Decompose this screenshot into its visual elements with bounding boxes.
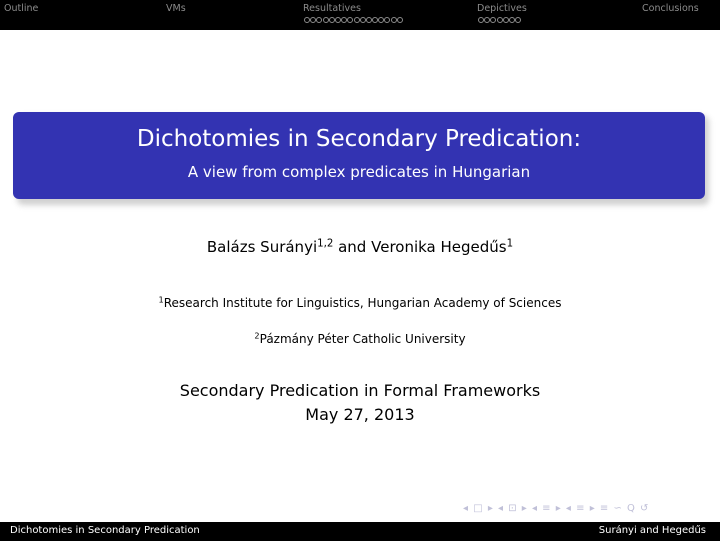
nav-section-resultatives[interactable]: Resultatives [303,3,361,14]
nav-slide-dot[interactable] [478,17,484,23]
affiliation-1-mark: 1 [158,294,164,305]
nav-slide-dot[interactable] [329,17,335,23]
beamer-navigation-symbols[interactable]: ◂ □ ▸ ◂ ⊡ ▸ ◂ ≡ ▸ ◂ ≡ ▸ ≡ ∽ ⁠Q ⁠⁠↺ [463,503,650,514]
nav-slide-dot[interactable] [316,17,322,23]
nav-slide-dot[interactable] [397,17,403,23]
affiliation-2-text: Pázmány Péter Catholic University [259,332,466,346]
nav-slide-dot[interactable] [335,17,341,23]
author-1: Balázs Surányi [206,238,318,256]
footer-title: Dichotomies in Secondary Predication [10,525,200,536]
nav-slide-dot[interactable] [378,17,384,23]
nav-slide-dot[interactable] [384,17,390,23]
nav-slide-dot[interactable] [354,17,360,23]
footer-bar [0,522,720,541]
nav-slide-dot[interactable] [347,17,353,23]
nav-slide-dot[interactable] [372,17,378,23]
affiliation-1-text: Research Institute for Linguistics, Hungarian Academy of Sciences [163,296,562,310]
conference-date: May 27, 2013 [305,405,415,424]
authors-line [0,238,720,256]
nav-slide-dot[interactable] [341,17,347,23]
title-block [13,112,705,199]
author-1-affil-mark: 1,2 [317,238,334,250]
nav-section-vms[interactable]: VMs [166,3,186,14]
affiliation-2-mark: 2 [254,330,260,341]
nav-slide-dot[interactable] [497,17,503,23]
nav-slide-dot[interactable] [484,17,490,23]
nav-section-depictives[interactable]: Depictives [477,3,527,14]
slide-subtitle: A view from complex predicates in Hungarian [187,163,531,181]
author-2-affil-mark: 1 [506,238,514,250]
conference-info [0,379,720,427]
nav-slide-dot[interactable] [360,17,366,23]
affiliation-1 [0,296,720,310]
nav-slide-dot[interactable] [323,17,329,23]
conference-name: Secondary Predication in Formal Frameworks [179,381,541,400]
nav-slide-dot[interactable] [509,17,515,23]
nav-dots-depictives [478,17,521,25]
nav-slide-dot[interactable] [304,17,310,23]
top-navigation-bar [0,0,720,30]
nav-slide-dot[interactable] [391,17,397,23]
nav-slide-dot[interactable] [515,17,521,23]
nav-slide-dot[interactable] [490,17,496,23]
nav-slide-dot[interactable] [310,17,316,23]
slide-title: Dichotomies in Secondary Predication: [136,126,582,152]
nav-section-conclusions[interactable]: Conclusions [642,3,699,14]
footer-authors: Surányi and Hegedűs [598,525,706,536]
nav-dots-resultatives [304,17,403,25]
nav-slide-dot[interactable] [366,17,372,23]
nav-section-outline[interactable]: Outline [4,3,39,14]
authors-and: and [338,238,367,256]
affiliation-2 [0,332,720,346]
nav-slide-dot[interactable] [503,17,509,23]
author-2: Veronika Hegedűs [371,238,507,256]
